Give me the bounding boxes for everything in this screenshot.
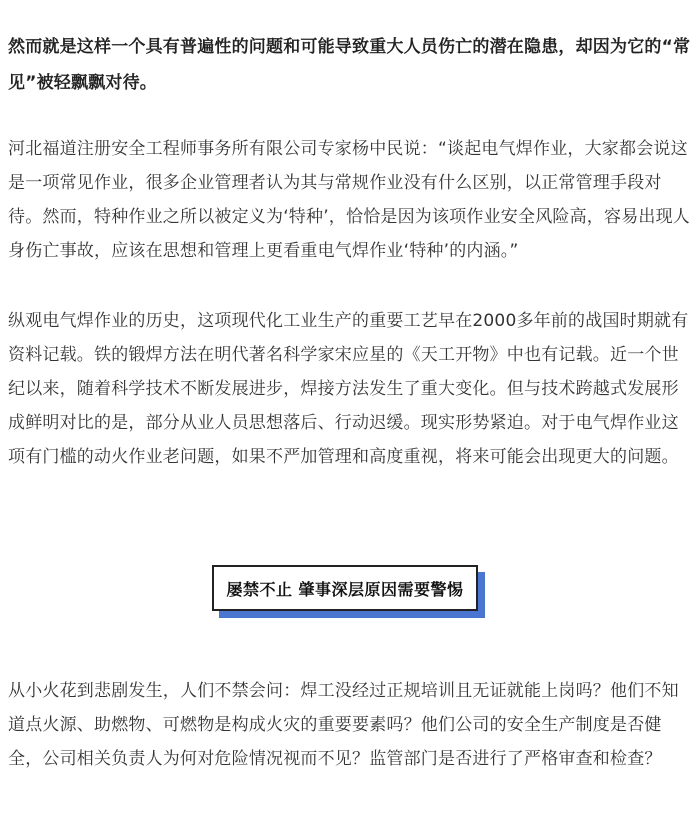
section-heading xyxy=(212,565,478,611)
lead-paragraph: 然而就是这样一个具有普遍性的问题和可能导致重大人员伤亡的潜在隐患，却因为它的“常见”被轻飘飘对待。 xyxy=(8,37,691,93)
questions-paragraph: 从小火花到悲剧发生，人们不禁会问：焊工没经过正规培训且无证就能上岗吗？他们不知道点火源、助燃物、可燃物是构成火灾的重要要素吗？他们公司的安全生产制度是否健全，公司相关负责人为何对危险情况视而不见？监管部门是否进行了严格审查和检查？ xyxy=(8,681,679,769)
expert-quote-paragraph: 河北福道注册安全工程师事务所有限公司专家杨中民说：“谈起电气焊作业，大家都会说这是一项常见作业，很多企业管理者认为其与常规作业没有什么区别，以正常管理手段对待。然而，特种作业之所以被定义为‘特种’，恰恰是因为该项作业安全风险高，容易出现人身伤亡事故，应该在思想和管理上更看重电气焊作业‘特种’的内涵。” xyxy=(8,139,691,261)
section-heading-block xyxy=(212,565,486,619)
section-heading-text: 屡禁不止 肇事深层原因需要警惕 xyxy=(226,579,464,599)
history-paragraph: 纵观电气焊作业的历史，这项现代化工业生产的重要工艺早在2000多年前的战国时期就有资料记载。铁的锻焊方法在明代著名科学家宋应星的《天工开物》中也有记载。近一个世纪以来，随着科学技术不断发展进步，焊接方法发生了重大变化。但与技术跨越式发展形成鲜明对比的是，部分从业人员思想落后、行动迟缓。现实形势紧迫。对于电气焊作业这项有门槛的动火作业老问题，如果不严加管理和高度重视，将来可能会出现更大的问题。 xyxy=(8,311,689,467)
